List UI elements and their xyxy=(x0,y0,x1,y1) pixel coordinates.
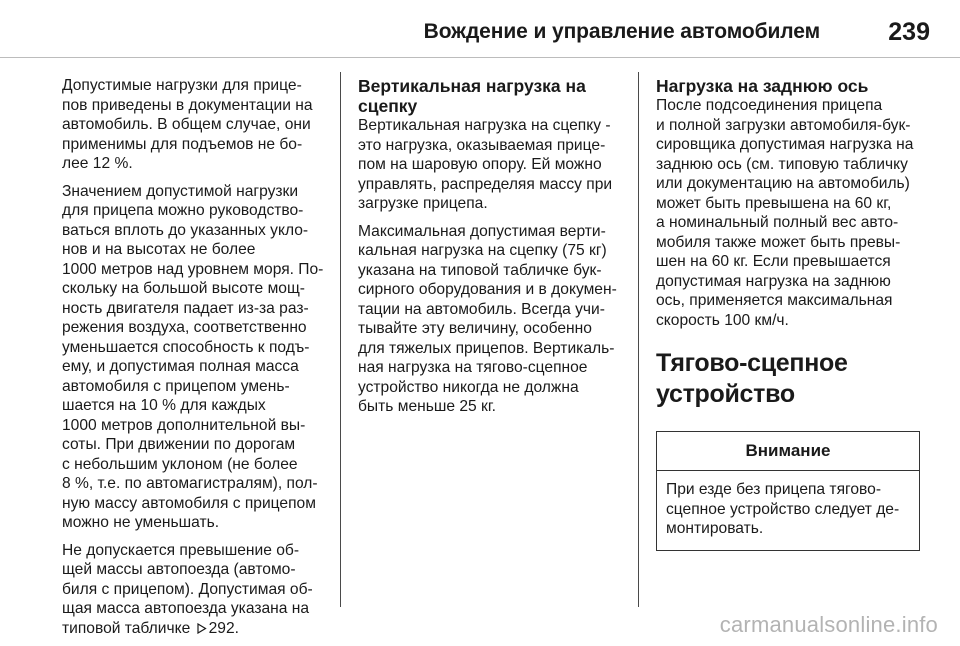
column-divider-right xyxy=(638,72,639,607)
watermark: carmanualsonline.info xyxy=(719,612,938,637)
paragraph-tongue-load-definition: Вертикальная нагрузка на сцепку - это нагрузка, оказываемая прице‐ пом на шаровую опору. Ей можно управлять, распределяя массу при загрузке прицепа. xyxy=(358,117,613,212)
caution-notice-body: При езде без прицепа тягово- сцепное устройство следует де‐ монтировать. xyxy=(666,481,900,537)
section-title-towing-device: Тягово-сцепное устройство xyxy=(656,349,848,408)
column-divider-left xyxy=(340,72,341,607)
paragraph-permissible-loads: Допустимые нагрузки для прице‐ пов приведены в документации на автомобиль. В общем случае, они применимы для подъемов не бо‐ лее 12 %. xyxy=(62,77,313,172)
column-right xyxy=(656,76,920,551)
heading-tongue-load: Вертикальная нагрузка на сцепку xyxy=(358,76,586,116)
column-left xyxy=(62,76,324,646)
paragraph-altitude-reduction: Значением допустимой нагрузки для прицепа можно руководство‐ ваться вплоть до указанных укло‐ нов и на высотах не более 1000 метров над уровнем моря. По‐ скольку на большой высоте мощ‐ ность двигателя падает из-за раз‐ режения воздуха, соответственно уменьшается способность к подъ‐ ему, и допустимая полная масса автомобиля с прицепом умень‐ шается на 10 % для каждых 1000 метров дополнительной вы‐ соты. При движении по дорогам с небольшим уклоном (не более 8 %, т.е. по автомагистралям), пол‐ ную массу автомобиля с прицепом можно не уменьшать. xyxy=(62,182,324,531)
column-middle xyxy=(358,76,620,425)
paragraph-gross-combination-weight: Не допускается превышение об‐ щей массы автопоезда (автомо‐ биля с прицепом). Допустимая об‐ щая масса автопоезда указана на типовой табличке 292. xyxy=(62,541,313,637)
page-header xyxy=(0,0,960,58)
header-divider xyxy=(0,57,960,58)
page-title: Вождение и управление автомобилем xyxy=(423,20,820,43)
page-number: 239 xyxy=(888,18,930,46)
heading-rear-axle-load: Нагрузка на заднюю ось xyxy=(656,76,869,96)
page-reference-arrow-icon xyxy=(195,619,209,639)
caution-notice-box xyxy=(656,431,920,551)
paragraph-rear-axle-load: После подсоединения прицепа и полной загрузки автомобиля-бук‐ сировщика допустимая нагрузка на заднюю ось (см. типовую табличку или документацию на автомобиль) может быть превышена на 60 кг, а номинальный полный вес авто‐ мобиля также может быть превы‐ шен на 60 кг. Если превышается допустимая нагрузка на заднюю ось, применяется максимальная скорость 100 км/ч. xyxy=(656,97,914,329)
page-reference-link[interactable]: 292. xyxy=(208,619,239,637)
paragraph-tongue-load-limits: Максимальная допустимая верти‐ кальная нагрузка на сцепку (75 кг) указана на типовой табличке бук‐ сирного оборудования и в докумен‐ тации на автомобиль. Всегда учи‐ тывайте эту величину, особенно для тяжелых прицепов. Вертикаль‐ ная нагрузка на тягово-сцепное устройство никогда не должна быть меньше 25 кг. xyxy=(358,222,617,415)
caution-notice-title: Внимание xyxy=(657,432,919,471)
